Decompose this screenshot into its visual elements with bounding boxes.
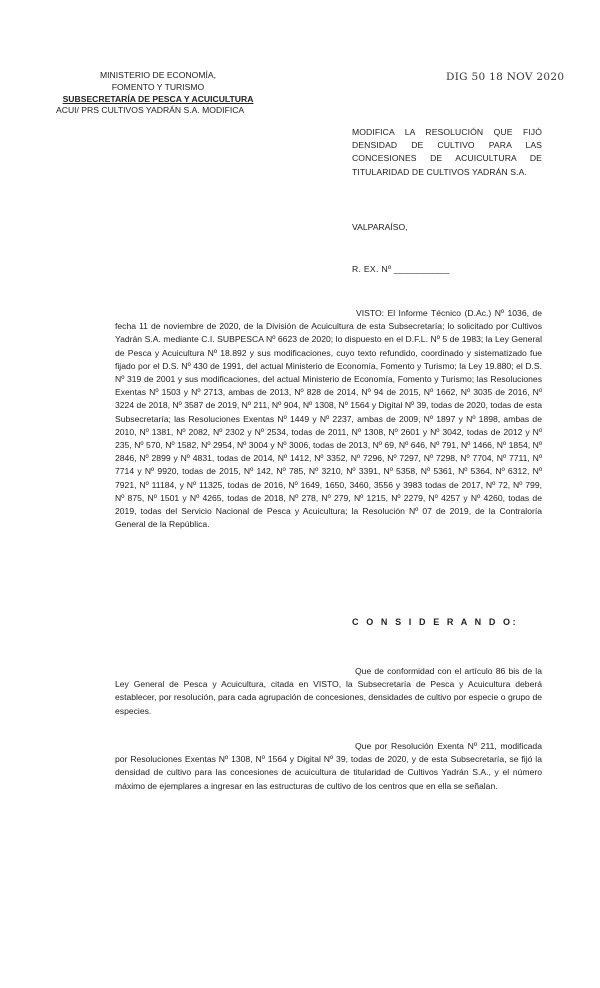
subject-line-3: CONCESIONES DE ACUICULTURA DE (352, 153, 542, 164)
subject-line-2: DENSIDAD DE CULTIVO PARA LAS (352, 140, 542, 151)
date-stamp: DIG 50 18 NOV 2020 (446, 71, 565, 83)
subsecretaria-title: SUBSECRETARÍA DE PESCA Y ACUICULTURA (62, 93, 254, 104)
subject-line-1: MODIFICA LA RESOLUCIÓN QUE FIJÓ (352, 127, 542, 137)
letterhead (58, 70, 258, 117)
ministry-line-2: FOMENTO Y TURISMO (111, 81, 205, 92)
resolution-number: R. EX. Nº ___________ (352, 264, 450, 274)
ministry-line-1: MINISTERIO DE ECONOMÍA, (99, 70, 217, 80)
considerando-heading: C O N S I D E R A N D O: (352, 617, 519, 627)
considerando-paragraph-1: Que de conformidad con el artículo 86 bis de la Ley General de Pesca y Acuicultura, citada en VISTO, la Subsecretaría de Pesca y Acuicultura deberá establecer, por resolución, para cada agrupación de concesiones, densidades de cultivo por especie o grupo de especies. (115, 666, 542, 716)
visto-paragraph: VISTO: El Informe Técnico (D.Ac.) Nº 1036, de fecha 11 de noviembre de 2020, de la División de Acuicultura de esta Subsecretaría; lo solicitado por Cultivos Yadrán S.A. mediante C.I. SUBPESCA Nº 6623 de 2020; lo dispuesto en el D.F.L. Nº 5 de 1983; la Ley General de Pesca y Acuicultura Nº 18.892 y sus modificaciones, cuyo texto refundido, coordinado y sistematizado fue fijado por el D.S. Nº 430 de 1991, del actual Ministerio de Economía, Fomento y Turismo; la Ley 19.880; el D.S. Nº 319 de 2001 y sus modificaciones, del actual Ministerio de Economía, Fomento y Turismo; las Resoluciones Exentas Nº 1503 y Nº 2713, ambas de 2013, Nº 828 de 2014, Nº 94 de 2015, Nº 1662, Nº 3035 de 2016, Nº 3224 de 2018, Nº 3587 de 2019, Nº 211, Nº 904, Nº 1308, Nº 1564 y Digital Nº 39, todas de 2020, todas de esta Subsecretaría; las Resoluciones Exentas Nº 1449 y Nº 2237, ambas de 2009, Nº 1897 y Nº 1898, ambas de 2010, Nº 1381, Nº 2082, Nº 2302 y Nº 2534, todas de 2011, Nº 1308, Nº 2601 y Nº 3042, todas de 2012 y Nº 235, Nº 570, Nº 1582, Nº 2954, Nº 3004 y Nº 3006, todas de 2013, Nº 69, Nº 646, Nº 791, Nº 1466, Nº 1854, Nº 2846, Nº 2899 y Nº 4831, todas de 2014, Nº 1412, Nº 3352, Nº 7296, Nº 7297, Nº 7298, Nº 7704, Nº 7711, Nº 7714 y Nº 9920, todas de 2015, Nº 142, Nº 785, Nº 3210, Nº 3391, Nº 5358, Nº 5361, Nº 5364, Nº 6312, Nº 7921, Nº 11184, y Nº 11325, todas de 2016, Nº 1649, 1650, 3460, 3556 y 3983 todas de 2017, Nº 72, Nº 799, Nº 875, Nº 1501 y Nº 4265, todas de 2018, Nº 278, Nº 279, Nº 1215, Nº 2279, Nº 4257 y Nº 4260, todas de 2019, todas del Servicio Nacional de Pesca y Acuicultura; la Resolución Nº 07 de 2019, de la Contraloría General de la República. (115, 308, 542, 530)
considerando-paragraph-2: Que por Resolución Exenta Nº 211, modificada por Resoluciones Exentas Nº 1308, Nº 1564 y Digital Nº 39, todas de 2020, y de esta Subsecretaría, se fijó la densidad de cultivo para las concesiones de acuicultura de titularidad de Cultivos Yadrán S.A., y el número máximo de ejemplares a ingresar en las estructuras de cultivo de los centros que en ella se señalan. (115, 741, 542, 791)
place-name: VALPARAÍSO, (352, 222, 408, 232)
resolution-subject (352, 126, 542, 179)
file-reference: ACUI/ PRS CULTIVOS YADRÁN S.A. MODIFICA (56, 105, 245, 116)
subject-line-4: TITULARIDAD DE CULTIVOS YADRÁN S.A. (352, 166, 527, 177)
